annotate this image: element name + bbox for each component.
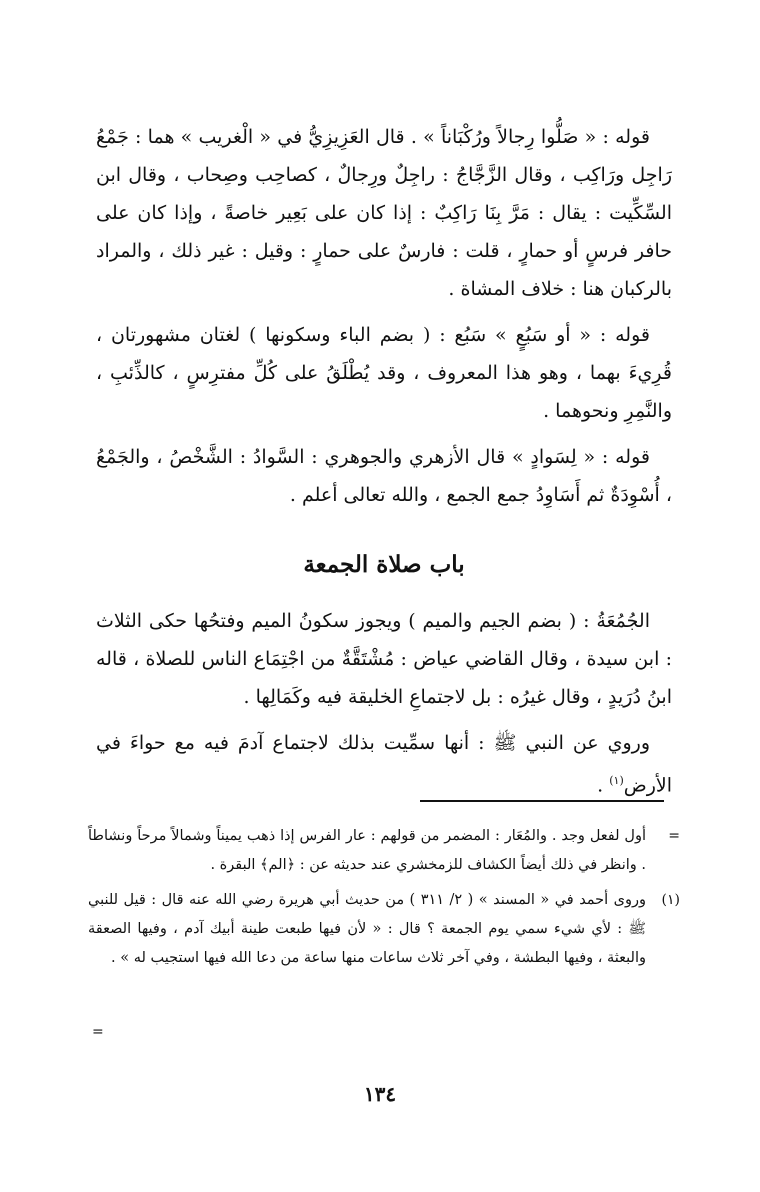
page-number: ١٣٤ — [363, 1082, 397, 1106]
paragraph-figure: قوله : « لِسَوادٍ » قال الأزهري والجوهري : السَّوادُ : الشَّخْصُ ، والجَمْعُ ، أُسْوِدَةٌ ثم أَسَاوِدُ جمع الجمع ، والله تعالى أعلم . — [96, 446, 672, 506]
footnotes — [88, 822, 680, 979]
paragraph-jumuah-definition: الجُمُعَةُ : ( بضم الجيم والميم ) ويجوز سكونُ الميم وفتحُها حكى الثلاث : ابن سيدة ، وقال القاضي عياض : مُشْتَقَّةٌ من اجْتِمَاع الناس للصلاة ، قاله ابنُ دُرَيدٍ ، وقال غيرُه : بل لاجتماعِ الخليقة فيه وكَمَالِها . — [96, 610, 672, 708]
footnote-text: أول لفعل وجد . والمُعَار : المضمر من قولهم : عار الفرس إذا ذهب يميناً وشمالاً مرحاً ونشاطاً . وانظر في ذلك أيضاً الكشاف للزمخشري عند حديثه عن : ﴿الم﴾ البقرة . — [88, 828, 646, 873]
chapter-title: باب صلاة الجمعة — [303, 551, 465, 578]
main-text — [96, 118, 672, 804]
footnote-continues-marker: = — [92, 1024, 104, 1040]
paragraph-end: . — [597, 774, 610, 797]
footnote-1 — [88, 886, 680, 973]
paragraph-riders: قوله : « صَلُّوا رِجالاً ورُكْبَاناً » . قال العَزِيزِيُّ في « الْغريب » هما : جَمْعُ رَاجِل ورَاكِب ، وقال الزَّجَّاجُ : راجِلٌ ورِجالٌ ، كصاحِب وصِحاب ، وقال ابن السِّكِّيت : يقال : مَرَّ بِنَا رَاكِبٌ : إذا كان على بَعِير خاصةً ، وإذا كان على حافر فرسٍ أو حمارٍ ، قلت : فارسٌ على حمارٍ : وقيل : غير ذلك ، والمراد بالركبان هنا : خلاف المشاة . — [96, 126, 672, 300]
footnote-continuation-marker: = — [668, 828, 680, 844]
footnote-marker: (١) — [661, 892, 680, 908]
footnote-continued — [88, 822, 680, 880]
footnote-reference: (١) — [609, 774, 624, 787]
footnote-separator — [420, 800, 664, 802]
paragraph-predator: قوله : « أو سَبُعٍ » سَبُع : ( بضم الباء وسكونها ) لغتان مشهورتان ، قُرِيءَ بهما ، وهو هذا المعروف ، وقد يُطْلَقُ على كُلِّ مفترِسٍ ، كالذِّئبِ ، والنَّمِرِ ونحوهما . — [96, 324, 672, 422]
paragraph-jumuah-naming — [96, 724, 672, 804]
page-body — [96, 118, 672, 812]
paragraph-text: وروي عن النبي ﷺ : أنها سمِّيت بذلك لاجتماع آدمَ فيه مع حواءَ في الأرض — [96, 732, 672, 797]
footnote-text: وروى أحمد في « المسند » ( ٢/ ٣١١ ) من حديث أبي هريرة رضي الله عنه قال : قيل للنبي ﷺ : لأي شيء سمي يوم الجمعة ؟ قال : « لأن فيها طبعت طينة أبيك آدم ، وفيها الصعقة والبعثة ، وفيها البطشة ، وفي آخر ثلاث ساعات منها ساعة من دعا الله فيها استجيب له » . — [88, 892, 646, 966]
